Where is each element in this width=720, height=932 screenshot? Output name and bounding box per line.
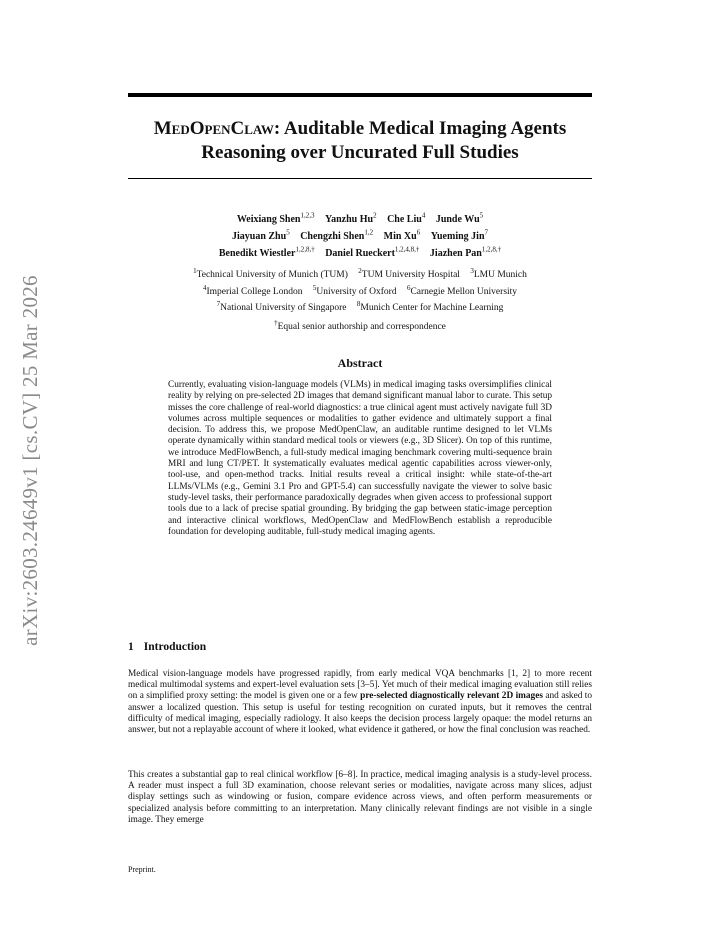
abstract-heading: Abstract [337,356,383,370]
section-heading-introduction [128,641,206,653]
affiliation: $^8$Munich Center for Machine Learning [356,300,504,314]
author: Jiazhen Pan$^{1,2,8,\dagger}$ [429,245,502,259]
author-list [120,210,600,260]
arxiv-identifier-stamp [18,258,42,663]
affiliation: $^6$Carnegie Mellon University [406,283,518,297]
affiliation: $^2$TUM University Hospital [358,267,460,281]
affiliation: $^7$National University of Singapore [216,300,347,314]
affiliation-row-3 [120,298,600,315]
title-top-rule [128,93,592,97]
author-row-1 [120,210,600,227]
title-system-name: MedOpenClaw [153,118,274,139]
author: Yanzhu Hu$^2$ [325,212,377,226]
author: Min Xu$^6$ [383,228,421,243]
title-bottom-rule [128,178,592,179]
abstract-text: Currently, evaluating vision-language models (VLMs) in medical imaging tasks oversimplifies clinical reality by relying on pre-selected 2D images that demand significant manual labor to curate. This setup misses the core challenge of real-world diagnostics: a true clinical agent must actively navigate full 3D volumes across multiple sequences or modalities to gather evidence and ultimately support a final decision. To address this, we propose MedOpenClaw, an auditable runtime designed to let VLMs operate dynamically within standard medical tools or viewers (e.g., 3D Slicer). On top of this runtime, we introduce MedFlowBench, a full-study medical imaging benchmark covering multi-sequence brain MRI and lung CT/PET. It systematically evaluates medical agentic capabilities across viewer-only, tool-use, and open-method tracks. Initial results reveal a critical insight: while state-of-the-art LLMs/VLMs (e.g., Gemini 3.1 Pro and GPT-5.4) can successfully navigate the viewer to solve basic study-level tasks, their performance paradoxically degrades when given access to professional support tools due to a lack of precise spatial grounding. By bridging the gap between static-image perception and interactive clinical workflows, MedOpenClaw and MedFlowBench establish a reproducible foundation for developing auditable, full-study medical imaging agents. [168,380,552,537]
affiliation: $^5$University of Oxford [312,283,397,297]
author: Jiayuan Zhu$^5$ [231,228,290,243]
author: Yueming Jin$^7$ [430,228,489,243]
paper-title [120,117,600,165]
title-line1-rest: : Auditable Medical Imaging Agents [273,118,567,139]
author: Daniel Rueckert$^{1,2,4,8,\dagger}$ [325,245,420,259]
author: Chengzhi Shen$^{1,2}$ [300,228,374,243]
author: Che Liu$^4$ [387,212,426,226]
emphasis-pre-selected-images: pre-selected diagnostically relevant 2D images [360,691,543,702]
affiliation-list [120,265,600,334]
title-line2: Reasoning over Uncurated Full Studies [201,142,519,163]
introduction-paragraph-1: Medical vision-language models have progressed rapidly, from early medical VQA benchmarks [1, 2] to more recent medical multimodal systems and expert-level evaluation sets [3–5]. Yet much of their medical imaging evaluation still relies on a simplified proxy setting: the model is given one or a few pre-selected diagnostically relevant 2D images and asked to answer a localized question. This setup is useful for testing recognition on curated inputs, but it removes the central difficulty of medical imaging, especially radiology. It also keeps the decision process largely opaque: the model returns an answer, but not a replayable account of where it looked, what evidence it gathered, or how the final conclusion was reached. [128,669,592,736]
arxiv-stamp-text: arXiv:2603.24649v1 [cs.CV] 25 Mar 2026 [17,275,42,646]
author: Benedikt Wiestler$^{1,2,8,\dagger}$ [218,245,315,259]
equal-contribution-note: †Equal senior authorship and correspondence [274,318,446,333]
author-row-2 [120,227,600,244]
section-title: Introduction [143,641,207,653]
affiliation: $^1$Technical University of Munich (TUM) [193,267,348,281]
introduction-paragraph-2: This creates a substantial gap to real clinical workflow [6–8]. In practice, medical imaging analysis is a study-level process. A reader must inspect a full 3D examination, choose relevant series or modalities, navigate across many slices, adjust display settings such as windowing or fusion, compare evidence across views, and often perform measurements or specialized analysis before committing to an interpretation. Many clinically relevant findings are not visible in a single image. They emerge [128,770,592,825]
affiliation-row-2 [120,282,600,299]
author: Weixiang Shen$^{1,2,3}$ [236,212,315,226]
author-row-3 [120,244,600,261]
preprint-footer: Preprint. [128,865,156,874]
affiliation: $^3$LMU Munich [470,267,527,281]
affiliation-row-1 [120,265,600,282]
section-number: 1 [128,641,134,653]
affiliation: $^4$Imperial College London [202,283,303,297]
author: Junde Wu$^5$ [435,212,484,226]
